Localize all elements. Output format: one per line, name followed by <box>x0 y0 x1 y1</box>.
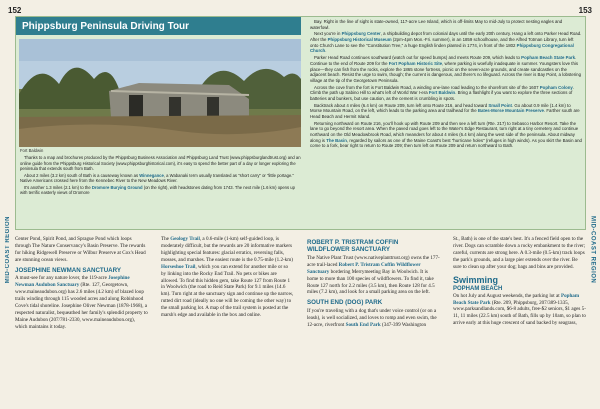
section-heading: JOSEPHINE NEWMAN SANCTUARY <box>15 266 121 274</box>
paragraph: St., Bath) is one of the state's best. It's a fenced field open to the river. Dogs can scramble down a rocky embankment to the river; careful, currents are strong here. A 0.3-mile (0.5-km) track loops the park's grounds, and a large pier extends over the river. Be sure to clean up after your dog; bags and bins are provided. <box>453 236 586 270</box>
paragraph: Thanks to a map and brochures produced by the Phippsburg Business Association and Phippsburg Land Trust (www.phippsburglandtrust.org) and an online guide from the Phippsburg Historical Society (www.phippsburghistorical.com), it's easy to spend the better part of a day or longer exploring the peninsula that extends south from Bath. <box>20 155 301 172</box>
text-column <box>307 236 440 406</box>
fort-baldwin-photo <box>19 39 301 147</box>
photo-caption: Fort Baldwin <box>20 148 44 153</box>
paragraph: Next you're in Phippsburg Center, a shipbuilding depot from colonial days until the early 20th century. Hang a left onto Parker Head Road. After the Phippsburg Historical Museum (2pm-4pm Mon.-Fri. summer), in an 1859 schoolhouse, and the Alfred Totman Library, turn left onto Church Lane to see the "Constitution Tree," a huge English linden planted in 1774, in front of the 1802 Phippsburg Congregational Church. <box>310 31 582 54</box>
paragraph: About 2 miles (3.2 km) south of Bath is a causeway known as Winnegance, a Wabanaki term usually translated as "short carry" or "little portage." Native Americans crossed here from the Kennebec River to the New Meadows River. <box>20 172 294 184</box>
driving-tour-sidebar <box>15 16 586 230</box>
paragraph: The Geology Trail, a 0.6-mile (1-km) self-guided loop, is moderately difficult, but the rewards are 20 informative markers highlighting special features: glacial erratics, reversing falls, mosses, and marshes. The easiest route is the 0.75-mile (1.2-km) Horseshoe Trail, which you can extend for another mile or so by linking into the Rocky End Trail. No pets or bikes are allowed. To find this hidden gem, take Route 127 from Route 1 in Woolwich (the road to Reid State Park) for 9.1 miles (14.6 km). Turn right at the sanctuary sign and continue up the narrow, rutted dirt road (ideally no one will be coming the other way) to the small parking lot. A map of the trail system is posted at the marsh's edge and available in the box and online. <box>161 236 294 319</box>
region-tab-right <box>587 175 598 325</box>
text-column <box>453 236 586 406</box>
sidebar-left-text <box>20 155 302 197</box>
paragraph: Bay. Right in the line of sight is state-owned, 117-acre Lee Island, which is off-limits May to mid-July to protect nesting eagles and waterfowl. <box>310 19 563 30</box>
text-column <box>161 236 294 406</box>
subheading: POPHAM BEACH <box>453 285 503 292</box>
region-tab-label: MID-COAST REGION <box>4 216 11 284</box>
paragraph: Center Pond, Spirit Pond, and Sprague Pond which loops through The Nature Conservancy's Basin Preserve. The rewards for hiking Ridgewell Preserve or Wilbur Preserve at Cox's Head are stunning ocean views. <box>15 236 146 263</box>
paragraph: Parker Head Road continues southward (watch out for speed bumps) and meets Route 209, which leads to Popham Beach State Park. Continue to the end of Route 209 for the Fort Popham Historic Site, where parking is woefully inadequate in summer. Youngsters love this place—they can fish from the rocks, explore the 1865 stone fortress, picnic on the seven-acre grounds, and create sandcastles on the adjacent beach. Resist the urge to swim, though; the current is dangerous, and there's no lifeguard. Across the river is Bay Point, a lobstering village at the tip of the Georgetown Peninsula. <box>310 55 582 83</box>
page-number-right: 153 <box>578 6 592 15</box>
section-heading: SOUTH END (DOG) PARK <box>307 299 383 307</box>
major-heading: Swimming <box>453 274 499 285</box>
region-tab-left <box>2 175 13 325</box>
paragraph: It's another 1.3 miles (2.1 km) to the Dromore Burying Ground (on the right), with headstones dating from 1743. The next mile (1.6 km) opens up with terrific easterly views of Dromore <box>20 184 295 196</box>
sidebar-right-text <box>310 19 582 150</box>
sidebar-title: Phippsburg Peninsula Driving Tour <box>16 17 301 35</box>
region-tab-label: MID-COAST REGION <box>589 216 596 284</box>
page-number-left: 152 <box>8 6 22 15</box>
paragraph: Backtrack about 4 miles (6.4 km) on Route 209, turn left onto Route 216, and head toward Small Point. Go about 0.9 mile (1.4 km) to Morse Mountain Road, on the left, which leads to the parking area and trailhead for the Bates-Morse Mountain Preserve. Farther south are Head Beach and Hermit Island. <box>310 102 580 119</box>
body-columns <box>15 236 586 406</box>
section-heading: ROBERT P. TRISTRAM COFFIN WILDFLOWER SANCTUARY <box>307 239 399 254</box>
paragraph: On hot July and August weekends, the parking lot at Popham Beach State Park (Rte. 209, Phippsburg, 207/389-1335, www.parksandlands.com, $6-8 adults, free-$2 seniors, $1 ages 5-11, 11 miles (22.5 km) south of Bath, fills up by 10am, so plan to arrive early at this huge crescent of sand backed by seagrass, <box>453 292 586 327</box>
paragraph: The Native Plant Trust (www.nativeplanttrust.org) owns the 177-acre trail-laced Robert P. Tristram Coffin Wildflower Sanctuary bordering Merrymeeting Bay in Woolwich. It is home to more than 100 species of wildflowers. To find it, take Route 127 north for 2.2 miles (3.5 km), then Route 128 for 4.5 miles (7.2 km), and look for a small parking area on the left. <box>307 254 440 296</box>
paragraph: A must-see for any nature lover, the 119-acre Josephine Newman Audubon Sanctuary (Rte. 127, Georgetown, www.maineaudubon.org) has 2.6 miles (4.2 km) of blazed loop trails winding through 115 wooded acres and along Robinhood Cove's tidal shoreline. Josephine Oliver Newman (1878-1968), a respected naturalist, bequeathed her family's splendid property to Maine Audubon (207/781-2330, www.maineaudubon.org), which maintains it today. <box>15 275 148 330</box>
text-column <box>15 236 148 406</box>
paragraph: Across the cove from the fort is Fort Baldwin Road, a winding one-lane road leading to the shorefront site of the 1607 Popham Colony. Climb the path up Sabino Hill to what's left of World War I-era Fort Baldwin. Bring a flashlight if you want to explore the three sections of batteries and bunkers, but use caution, as the cement is crumbling in spots. <box>310 84 575 101</box>
paragraph: Returning northward on Route 216, you'll hook up with Route 209 and then see a left turn (Rte. 217) to Sebasco Harbor Resort. Take the lane to go beyond the resort area. When the paved road goes left to the Water's Edge Restaurant, turn right at a tiny cemetery and continue northward on the Old Meadowbrook Road, which meanders for about 4 miles (6.4 km) along the west side of the peninsula. About midway along is The Basin, regarded by sailors as one of the Maine Coast's best "hurricane holes" (refuges in high winds). As you skirt the Basin and come to a fork, bear right to return to Route 209; then turn left on Route 209 and return northward to Bath. <box>310 120 582 149</box>
fort-baldwin-illustration <box>19 39 301 147</box>
paragraph: If you're traveling with a dog that's under voice control (or on a leash), is well socialized, and loves to romp and even swim, the 12-acre, riverfront South End Park (347-399 Washington <box>307 307 437 328</box>
